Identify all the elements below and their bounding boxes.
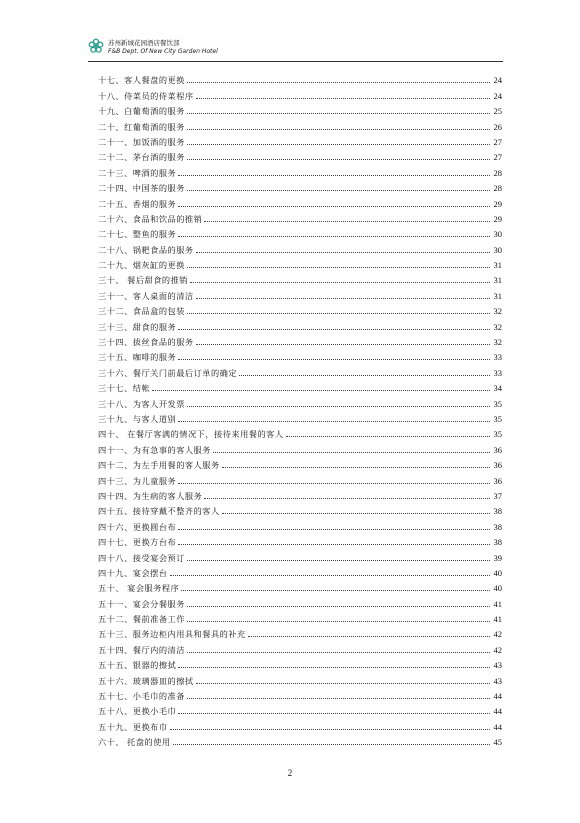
- toc-dot-leader: [187, 606, 490, 607]
- toc-entry-title: 五十八、更换小毛巾: [98, 706, 177, 717]
- toc-entry-title: 二十七、整鱼的服务: [98, 229, 177, 240]
- toc-dot-leader: [204, 221, 490, 222]
- toc-entry[interactable]: [98, 701, 502, 716]
- toc-entry-page: 31: [493, 260, 502, 271]
- toc-entry[interactable]: [98, 316, 502, 331]
- toc-entry-page: 41: [493, 614, 502, 625]
- toc-entry-page: 43: [493, 660, 502, 671]
- toc-entry[interactable]: [98, 362, 502, 377]
- toc-entry[interactable]: [98, 224, 502, 239]
- toc-entry[interactable]: [98, 285, 502, 300]
- toc-dot-leader: [187, 621, 490, 622]
- toc-dot-leader: [222, 467, 490, 468]
- toc-entry-page: 32: [493, 337, 502, 348]
- toc-entry-page: 43: [493, 675, 502, 686]
- toc-entry-title: 二十一、加饭酒的服务: [98, 136, 185, 147]
- toc-dot-leader: [196, 298, 490, 299]
- toc-entry-page: 39: [493, 552, 502, 563]
- toc-entry[interactable]: [98, 193, 502, 208]
- toc-dot-leader: [170, 729, 490, 730]
- toc-entry-title: 二十八、锅粑食品的服务: [98, 244, 194, 255]
- toc-entry-page: 25: [493, 106, 502, 117]
- header-rule: [88, 61, 503, 62]
- toc-entry-title: 二十四、中国茶的服务: [98, 183, 185, 194]
- toc-entry-title: 二十九、烟灰缸的更换: [98, 260, 185, 271]
- toc-entry[interactable]: [98, 116, 502, 131]
- toc-entry-title: 二十三、啤酒的服务: [98, 167, 177, 178]
- toc-dot-leader: [190, 282, 490, 283]
- toc-entry[interactable]: [98, 593, 502, 608]
- toc-entry-page: 27: [493, 136, 502, 147]
- toc-entry[interactable]: [98, 455, 502, 470]
- toc-dot-leader: [187, 129, 490, 130]
- toc-entry-page: 42: [493, 644, 502, 655]
- toc-entry-page: 33: [493, 367, 502, 378]
- toc-entry[interactable]: [98, 516, 502, 531]
- toc-dot-leader: [187, 560, 490, 561]
- toc-entry-page: 30: [493, 244, 502, 255]
- toc-entry-title: 二十二、茅台酒的服务: [98, 152, 185, 163]
- toc-entry-page: 24: [493, 75, 502, 86]
- toc-entry-title: 四十七、更换方台布: [98, 537, 177, 548]
- header-chinese-title: 苏州新城花园酒店餐饮部: [108, 39, 180, 47]
- toc-entry[interactable]: [98, 655, 502, 670]
- toc-entry-title: 三十五、咖啡的服务: [98, 352, 177, 363]
- toc-entry-page: 38: [493, 506, 502, 517]
- toc-entry[interactable]: [98, 486, 502, 501]
- toc-entry-title: 四十一、为有急事的客人服务: [98, 444, 211, 455]
- toc-dot-leader: [187, 313, 490, 314]
- toc-dot-leader: [187, 113, 490, 114]
- toc-entry-page: 32: [493, 306, 502, 317]
- toc-entry-title: 五十三、服务边柜内用具和餐具的补充: [98, 629, 246, 640]
- toc-entry-title: 三十一、客人桌面的清洁: [98, 290, 194, 301]
- hotel-logo-icon: [88, 38, 104, 54]
- toc-dot-leader: [187, 698, 490, 699]
- toc-entry[interactable]: [98, 378, 502, 393]
- toc-dot-leader: [178, 206, 490, 207]
- toc-entry-title: 三十八、为客人开发票: [98, 398, 185, 409]
- toc-entry-page: 34: [493, 383, 502, 394]
- toc-entry-title: 四十九、宴会摆台: [98, 567, 168, 578]
- toc-dot-leader: [178, 236, 490, 237]
- toc-entry-page: 28: [493, 167, 502, 178]
- toc-entry-page: 31: [493, 290, 502, 301]
- toc-entry-title: 三十二、食品盒的包装: [98, 306, 185, 317]
- toc-entry-page: 44: [493, 706, 502, 717]
- toc-dot-leader: [178, 175, 490, 176]
- toc-entry-title: 三十七、结帐: [98, 383, 151, 394]
- toc-entry-page: 32: [493, 321, 502, 332]
- toc-dot-leader: [187, 190, 490, 191]
- toc-dot-leader: [152, 390, 490, 391]
- toc-entry[interactable]: [98, 439, 502, 454]
- toc-dot-leader: [204, 498, 490, 499]
- toc-entry-page: 36: [493, 444, 502, 455]
- toc-entry[interactable]: [98, 162, 502, 177]
- toc-entry-page: 42: [493, 629, 502, 640]
- toc-entry-title: 四十五、接待穿戴不整齐的客人: [98, 506, 220, 517]
- toc-entry[interactable]: [98, 563, 502, 578]
- toc-entry-title: 五十一、宴会分餐服务: [98, 598, 185, 609]
- toc-dot-leader: [187, 144, 490, 145]
- header-english-title: F&B Dept. Of New City Garden Hotel: [108, 48, 218, 55]
- toc-dot-leader: [178, 529, 490, 530]
- toc-dot-leader: [213, 452, 490, 453]
- toc-entry-title: 四十二、为左手用餐的客人服务: [98, 460, 220, 471]
- toc-entry-title: 五十、 宴会服务程序: [98, 583, 180, 594]
- toc-entry-title: 四十四、为生病的客人服务: [98, 490, 203, 501]
- page-header: [88, 38, 498, 60]
- toc-entry-page: 35: [493, 398, 502, 409]
- toc-entry-page: 27: [493, 152, 502, 163]
- toc-entry-page: 37: [493, 490, 502, 501]
- toc-entry[interactable]: [98, 501, 502, 516]
- toc-entry-page: 41: [493, 598, 502, 609]
- toc-dot-leader: [196, 252, 490, 253]
- toc-entry-title: 四十三、为儿童服务: [98, 475, 177, 486]
- toc-dot-leader: [178, 713, 490, 714]
- toc-entry-title: 三十六、餐厅关门前最后订单的确定: [98, 367, 238, 378]
- toc-dot-leader: [178, 544, 490, 545]
- toc-entry[interactable]: [98, 270, 502, 285]
- toc-entry-title: 六十、 托盘的使用: [98, 737, 171, 748]
- toc-entry[interactable]: [98, 178, 502, 193]
- toc-entry[interactable]: [98, 147, 502, 162]
- toc-entry[interactable]: [98, 209, 502, 224]
- toc-entry-page: 31: [493, 275, 502, 286]
- toc-entry-page: 36: [493, 460, 502, 471]
- toc-entry-page: 44: [493, 721, 502, 732]
- toc-entry[interactable]: [98, 70, 502, 85]
- toc-entry[interactable]: [98, 578, 502, 593]
- toc-entry-page: 40: [493, 567, 502, 578]
- toc-entry-title: 三十四、拔丝食品的服务: [98, 337, 194, 348]
- toc-entry[interactable]: [98, 639, 502, 654]
- toc-dot-leader: [286, 436, 490, 437]
- toc-entry[interactable]: [98, 547, 502, 562]
- toc-entry[interactable]: [98, 609, 502, 624]
- page-number: 2: [287, 768, 293, 778]
- toc-dot-leader: [196, 683, 490, 684]
- toc-dot-leader: [222, 513, 490, 514]
- toc-entry-title: 三十三、甜食的服务: [98, 321, 177, 332]
- toc-entry-page: 24: [493, 90, 502, 101]
- toc-entry-title: 十七、客人餐盘的更换: [98, 75, 185, 86]
- toc-dot-leader: [178, 421, 490, 422]
- toc-entry[interactable]: [98, 393, 502, 408]
- toc-dot-leader: [248, 636, 490, 637]
- toc-entry-title: 二十五、香烟的服务: [98, 198, 177, 209]
- toc-entry[interactable]: [98, 670, 502, 685]
- toc-entry-page: 28: [493, 183, 502, 194]
- toc-dot-leader: [187, 406, 490, 407]
- toc-entry-page: 36: [493, 475, 502, 486]
- toc-entry-page: 29: [493, 213, 502, 224]
- toc-entry-page: 30: [493, 229, 502, 240]
- toc-entry[interactable]: [98, 470, 502, 485]
- toc-dot-leader: [178, 329, 490, 330]
- toc-entry-page: 38: [493, 537, 502, 548]
- toc-entry-page: 35: [493, 429, 502, 440]
- toc-entry-title: 四十、 在餐厅客满的情况下，接待来用餐的客人: [98, 429, 284, 440]
- toc-entry-title: 五十四、餐厅内的清洁: [98, 644, 185, 655]
- toc-entry[interactable]: [98, 255, 502, 270]
- toc-entry[interactable]: [98, 239, 502, 254]
- toc-entry-page: 44: [493, 691, 502, 702]
- toc-entry-page: 45: [493, 737, 502, 748]
- toc-dot-leader: [196, 98, 490, 99]
- toc-dot-leader: [196, 344, 490, 345]
- toc-entry-page: 40: [493, 583, 502, 594]
- toc-entry[interactable]: [98, 301, 502, 316]
- toc-entry[interactable]: [98, 716, 502, 731]
- toc-entry-title: 十九、白葡萄酒的服务: [98, 106, 185, 117]
- toc-dot-leader: [170, 575, 490, 576]
- toc-entry-title: 五十五、银器的擦拭: [98, 660, 177, 671]
- toc-entry-title: 十八、侍菜员的侍菜程序: [98, 90, 194, 101]
- toc-entry[interactable]: [98, 624, 502, 639]
- toc-entry-title: 五十七、小毛巾的准备: [98, 691, 185, 702]
- toc-dot-leader: [187, 159, 490, 160]
- toc-entry[interactable]: [98, 686, 502, 701]
- toc-dot-leader: [181, 590, 490, 591]
- toc-entry[interactable]: [98, 101, 502, 116]
- toc-entry-title: 五十六、玻璃器皿的擦拭: [98, 675, 194, 686]
- toc-entry[interactable]: [98, 532, 502, 547]
- toc-entry-title: 五十九、更换布巾: [98, 721, 168, 732]
- toc-entry-page: 35: [493, 413, 502, 424]
- toc-entry-title: 三十九、与客人道别: [98, 413, 177, 424]
- toc-dot-leader: [187, 652, 490, 653]
- toc-entry-page: 33: [493, 352, 502, 363]
- toc-entry[interactable]: [98, 409, 502, 424]
- toc-dot-leader: [178, 359, 490, 360]
- toc-dot-leader: [173, 744, 490, 745]
- toc-entry[interactable]: [98, 347, 502, 362]
- toc-entry-title: 四十八、接受宴会预订: [98, 552, 185, 563]
- toc-entry[interactable]: [98, 332, 502, 347]
- toc-entry-page: 38: [493, 521, 502, 532]
- toc-entry[interactable]: [98, 424, 502, 439]
- table-of-contents: [98, 70, 502, 747]
- toc-entry-title: 五十二、餐前准备工作: [98, 614, 185, 625]
- toc-entry-title: 二十、红葡萄酒的服务: [98, 121, 185, 132]
- toc-entry-title: 四十六、更换圆台布: [98, 521, 177, 532]
- toc-dot-leader: [178, 483, 490, 484]
- toc-entry-page: 29: [493, 198, 502, 209]
- toc-entry[interactable]: [98, 85, 502, 100]
- toc-entry[interactable]: [98, 132, 502, 147]
- toc-entry-title: 二十六、食品和饮品的推销: [98, 213, 203, 224]
- toc-dot-leader: [239, 375, 490, 376]
- toc-entry-title: 三十、 餐后甜食的推销: [98, 275, 188, 286]
- toc-dot-leader: [187, 82, 490, 83]
- toc-dot-leader: [187, 267, 490, 268]
- toc-entry[interactable]: [98, 732, 502, 747]
- toc-entry-page: 26: [493, 121, 502, 132]
- toc-dot-leader: [178, 667, 490, 668]
